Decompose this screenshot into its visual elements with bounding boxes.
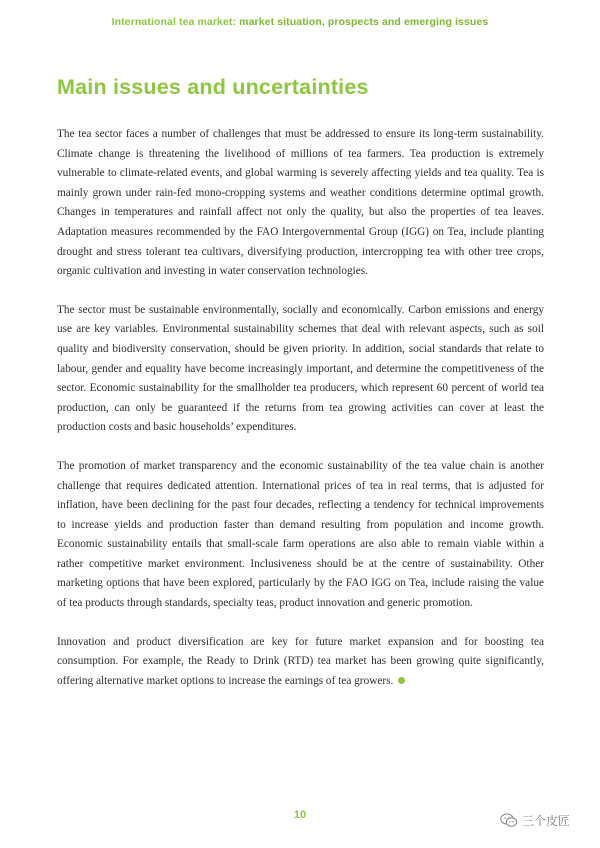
running-header-part2: market situation, prospects and emerging issues — [236, 16, 489, 28]
paragraph-4-text: Innovation and product diversification are key for future market expansion and for boosting tea consumption. For example, the Ready to Drink (RTD) tea market has been growing quite significantly, offering alternative market options to increase the earnings of tea growers. — [57, 635, 544, 687]
watermark — [500, 812, 570, 829]
page-number: 10 — [293, 809, 307, 821]
end-of-section-dot-icon — [398, 677, 405, 684]
paragraph-3: The promotion of market transparency and the economic sustainability of the tea value chain is another challenge that requires dedicated attention. International prices of tea in real terms, that is adjusted for inflation, have been declining for the past four decades, reflecting a tendency for technical improvements to increase yields and production faster than demand resulting from population and income growth. Economic sustainability entails that small-scale farm operations are also able to remain viable within a rather competitive market environment. Inclusiveness should be at the centre of sustainability. Other marketing options that have been explored, particularly by the FAO IGG on Tea, include raising the value of tea products through standards, specialty teas, product innovation and generic promotion. — [57, 459, 544, 610]
paragraph-4 — [57, 633, 544, 692]
paragraph-2: The sector must be sustainable environmentally, socially and economically. Carbon emissions and energy use are key variables. Environmental sustainability schemes that deal with relevant aspects, such as soil quality and biodiversity conservation, should be given priority. In addition, social standards that relate to labour, gender and equality have become increasingly important, and determine the competitiveness of the sector. Economic sustainability for the smallholder tea producers, which represent 60 percent of world tea production, can only be guaranteed if the returns from tea growing activities can cover at least the production costs and basic households’ expenditures. — [57, 303, 544, 434]
running-header-part1: International tea market: — [111, 16, 237, 28]
section-title: Main issues and uncertainties — [57, 75, 369, 99]
paragraph-1: The tea sector faces a number of challenges that must be addressed to ensure its long-term sustainability. Climate change is threatening the livelihood of millions of tea farmers. Tea production is extremely vulnerable to climate-related events, and global warming is severely affecting yields and tea quality. Tea is mainly grown under rain-fed mono-cropping systems and weather conditions determine optimal growth. Changes in temperatures and rainfall affect not only the quality, but also the properties of tea leaves. Adaptation measures recommended by the FAO Intergovernmental Group (IGG) on Tea, include planting drought and stress tolerant tea cultivars, diversifying production, intercropping tea with other tree crops, organic cultivation and investing in water conservation technologies. — [57, 128, 544, 278]
wechat-icon — [500, 813, 518, 828]
body-text — [57, 125, 544, 710]
running-header — [0, 16, 600, 28]
watermark-text: 三个皮匠 — [522, 814, 571, 828]
